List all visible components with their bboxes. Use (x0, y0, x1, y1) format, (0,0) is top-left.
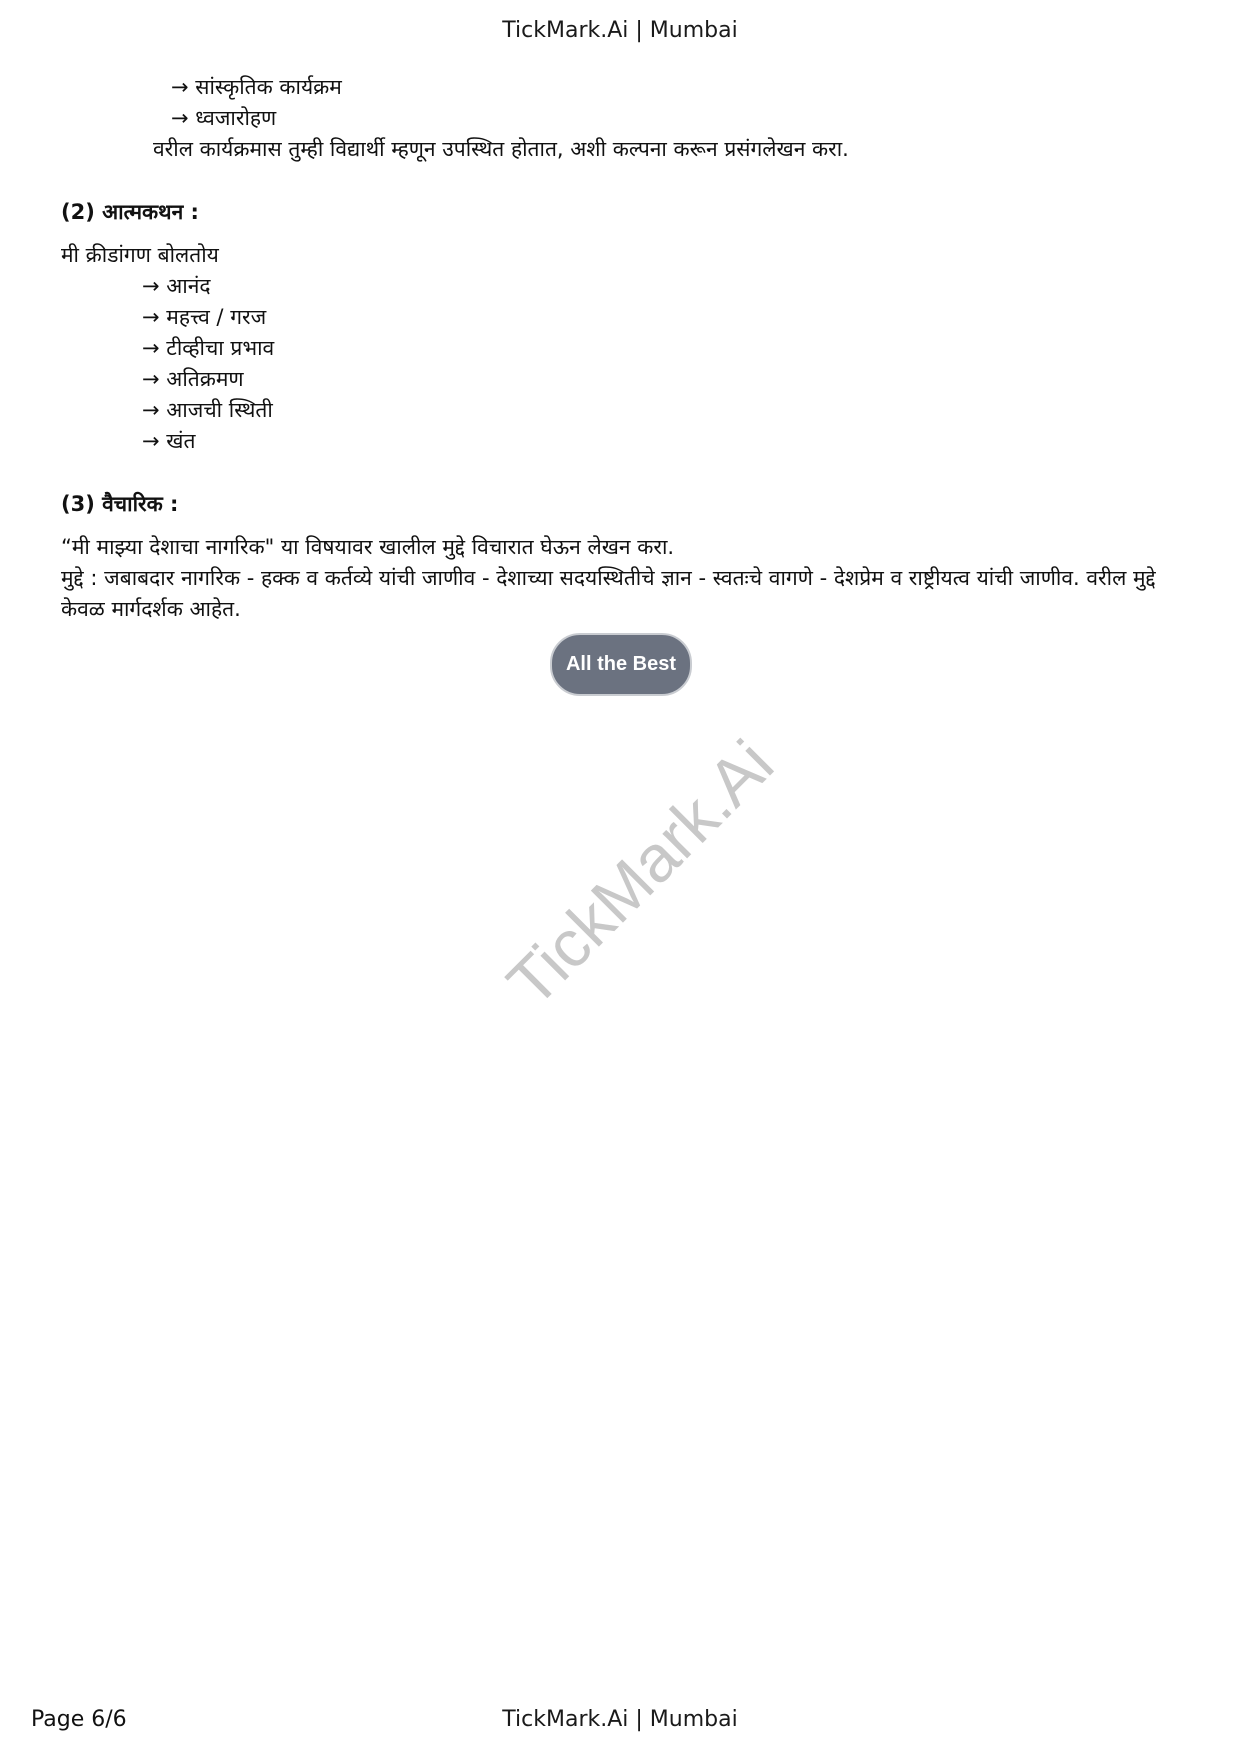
list-item: → ध्वजारोहण (171, 106, 277, 130)
watermark: TickMark.Ai (492, 725, 788, 1021)
list-item: → सांस्कृतिक कार्यक्रम (171, 75, 342, 99)
list-item: → आनंद (142, 274, 211, 298)
button-wrapper (61, 633, 1181, 696)
all-the-best-button[interactable]: All the Best (550, 633, 692, 696)
section2-heading: (2) आत्मकथन : (61, 200, 199, 224)
section1-instruction: वरील कार्यक्रमास तुम्ही विद्यार्थी म्हणून उपस्थित होतात, अशी कल्पना करून प्रसंगलेखन करा. (153, 137, 849, 161)
list-item: → खंत (142, 429, 196, 453)
section2-topic: मी क्रीडांगण बोलतोय (61, 243, 219, 267)
section3-points: मुद्दे : जबाबदार नागरिक - हक्क व कर्तव्ये यांची जाणीव - देशाच्या सदयस्थितीचे ज्ञान - स्वतःचे वागणे - देशप्रेम व राष्ट्रीयत्व यांची जाणीव. वरील मुद्दे केवळ मार्गदर्शक आहेत. (61, 566, 1156, 621)
page-footer: TickMark.Ai | Mumbai (502, 1707, 738, 1732)
list-item: → अतिक्रमण (142, 367, 244, 391)
list-item: → आजची स्थिती (142, 398, 273, 422)
section3-heading: (3) वैचारिक : (61, 492, 179, 516)
section2-points (61, 271, 1181, 457)
list-item: → महत्त्व / गरज (142, 305, 267, 329)
page-header: TickMark.Ai | Mumbai (502, 18, 738, 43)
list-item: → टीव्हीचा प्रभाव (142, 336, 275, 360)
page-number: Page 6/6 (31, 1707, 127, 1732)
document-body (61, 72, 1181, 696)
section1-items (61, 72, 1181, 134)
section3-prompt: “मी माझ्या देशाचा नागरिक" या विषयावर खालील मुद्दे विचारात घेऊन लेखन करा. (61, 535, 675, 559)
